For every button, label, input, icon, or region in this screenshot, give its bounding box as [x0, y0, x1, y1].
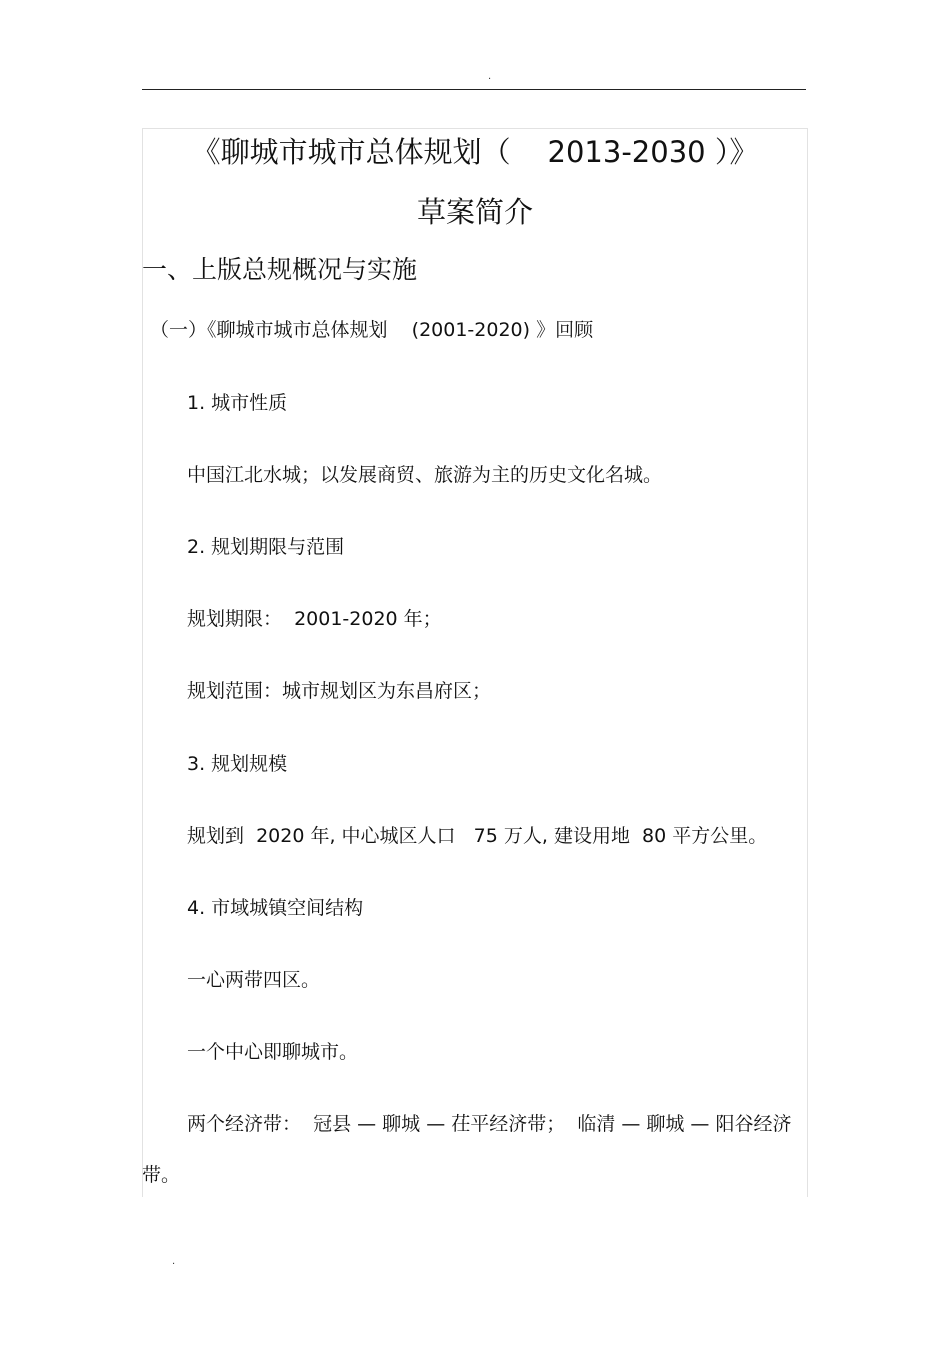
footer-dot: . — [172, 1256, 176, 1267]
paragraph-economic-belts: 两个经济带： 冠县 — 聊城 — 茌平经济带； 临清 — 聊城 — 阳谷经济 — [187, 1113, 792, 1135]
paragraph-structure: 一心两带四区。 — [187, 969, 321, 991]
header-rule — [142, 89, 806, 90]
paragraph-scope: 规划范围：城市规划区为东昌府区； — [187, 680, 492, 702]
item-heading-scale: 3. 规划规模 — [187, 753, 288, 775]
subsection-heading: （一）《聊城市城市总体规划 (2001-2020) 》回顾 — [150, 319, 594, 341]
paragraph-center: 一个中心即聊城市。 — [187, 1041, 359, 1063]
item-heading-period-scope: 2. 规划期限与范围 — [187, 536, 345, 558]
item-heading-city-nature: 1. 城市性质 — [187, 392, 288, 414]
paragraph-economic-belts-continued: 带。 — [142, 1164, 181, 1186]
paragraph-scale: 规划到 2020 年, 中心城区人口 75 万人, 建设用地 80 平方公里。 — [187, 825, 768, 847]
header-dot: . — [488, 71, 492, 82]
paragraph-city-nature: 中国江北水城；以发展商贸、旅游为主的历史文化名城。 — [187, 464, 663, 486]
item-heading-spatial-structure: 4. 市域城镇空间结构 — [187, 897, 364, 919]
document-title: 《聊城市城市总体规划（ 2013-2030 ）》 — [191, 135, 759, 169]
document-subtitle: 草案简介 — [416, 195, 533, 229]
paragraph-period: 规划期限： 2001-2020 年； — [187, 608, 442, 630]
section-heading: 一、上版总规概况与实施 — [142, 255, 418, 284]
